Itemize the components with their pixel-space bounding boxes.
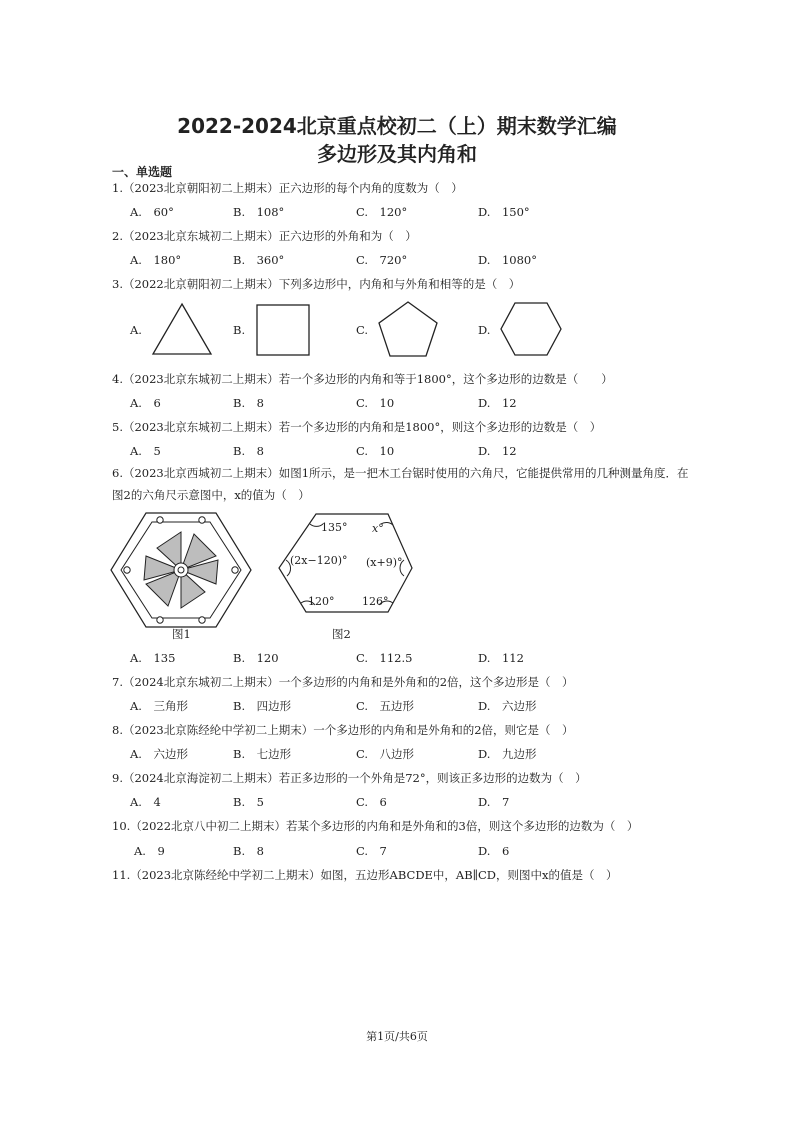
page-number-footer: 第1页/共6页 — [366, 1030, 428, 1043]
option-b: B. 120 — [233, 651, 279, 665]
question-8: 8.（2023北京陈经纶中学初二上期末）一个多边形的内角和是外角和的2倍，则它是（ ） — [112, 723, 574, 737]
question-8-options — [130, 746, 690, 762]
option-b: B. 四边形 — [233, 699, 292, 713]
question-1-options — [130, 204, 690, 220]
page-title: 2022-2024北京重点校初二（上）期末数学汇编 — [177, 114, 617, 138]
question-4: 4.（2023北京东城初二上期末）若一个多边形的内角和等于1800°，这个多边形的边数是（ ） — [112, 372, 613, 386]
angle-label: x° — [372, 522, 384, 535]
hexagon-angle-diagram — [276, 510, 416, 618]
question-5: 5.（2023北京东城初二上期末）若一个多边形的内角和是1800°，则这个多边形的边数是（ ） — [112, 420, 602, 434]
option-a: A. 9 — [134, 844, 165, 858]
option-b: B. 5 — [233, 795, 264, 809]
section-title: 一、单选题 — [112, 165, 173, 179]
option-b: B. 108° — [233, 205, 285, 219]
question-10-options — [130, 843, 690, 859]
option-a: A. 135 — [130, 651, 176, 665]
option-d: D. 7 — [478, 795, 510, 809]
option-c: C. 112.5 — [356, 651, 413, 665]
question-10: 10.（2022北京八中初二上期末）若某个多边形的内角和是外角和的3倍，则这个多边形的边数为（ ） — [112, 819, 639, 833]
figure-1-caption: 图1 — [172, 627, 191, 641]
option-b: B. 8 — [233, 444, 264, 458]
angle-label: 135° — [321, 521, 348, 534]
option-a: A. 60° — [130, 205, 174, 219]
page-subtitle: 多边形及其内角和 — [317, 142, 477, 166]
option-a: A. 三角形 — [130, 699, 188, 713]
option-b: B. 七边形 — [233, 747, 292, 761]
option-d: D. 六边形 — [478, 699, 537, 713]
question-1: 1.（2023北京朝阳初二上期末）正六边形的每个内角的度数为（ ） — [112, 181, 463, 195]
option-b: B. 8 — [233, 396, 264, 410]
option-d: D. 6 — [478, 844, 510, 858]
option-d: D. 150° — [478, 205, 530, 219]
option-d: D. 12 — [478, 396, 517, 410]
question-4-options — [130, 395, 690, 411]
option-d: D. 九边形 — [478, 747, 537, 761]
question-7-options — [130, 698, 690, 714]
option-c: C. 120° — [356, 205, 408, 219]
option-d: D. 112 — [478, 651, 524, 665]
question-2-options — [130, 252, 690, 268]
question-9-options — [130, 794, 690, 810]
question-6-options — [130, 650, 690, 666]
question-5-options — [130, 443, 690, 459]
question-6: 6.（2023北京西城初二上期末）如图1所示，是一把木工台锯时使用的六角尺，它能提供常用的几种测量角度．在图2的六角尺示意图中，x的值为（ ） — [112, 466, 689, 502]
triangle-figure — [150, 300, 216, 358]
option-b: B. — [233, 323, 246, 337]
question-2: 2.（2023北京东城初二上期末）正六边形的外角和为（ ） — [112, 229, 417, 243]
hexagon-ruler-figure — [108, 510, 254, 630]
option-a: A. — [130, 323, 142, 337]
option-a: A. 4 — [130, 795, 161, 809]
option-a: A. 六边形 — [130, 747, 188, 761]
option-c: C. 720° — [356, 253, 408, 267]
option-c: C. 五边形 — [356, 699, 415, 713]
angle-label: (x+9)° — [366, 556, 403, 569]
option-c: C. 八边形 — [356, 747, 415, 761]
angle-label: 120° — [308, 595, 335, 608]
option-b: B. 8 — [233, 844, 264, 858]
figure-2-caption: 图2 — [332, 627, 351, 641]
question-3: 3.（2022北京朝阳初二上期末）下列多边形中，内角和与外角和相等的是（ ） — [112, 277, 521, 291]
option-d: D. — [478, 323, 491, 337]
option-c: C. 10 — [356, 396, 395, 410]
hexagon-figure — [498, 300, 564, 358]
option-c: C. 6 — [356, 795, 387, 809]
question-9: 9.（2024北京海淀初二上期末）若正多边形的一个外角是72°，则该正多边形的边数为（ ） — [112, 771, 587, 785]
angle-label: (2x−120)° — [290, 554, 348, 567]
option-c: C. 7 — [356, 844, 387, 858]
option-b: B. 360° — [233, 253, 285, 267]
option-d: D. 1080° — [478, 253, 537, 267]
option-c: C. — [356, 323, 369, 337]
square-figure — [254, 302, 312, 358]
option-a: A. 5 — [130, 444, 161, 458]
question-11: 11.（2023北京陈经纶中学初二上期末）如图，五边形ABCDE中，AB∥CD，则图中x的值是（ ） — [112, 868, 618, 882]
option-d: D. 12 — [478, 444, 517, 458]
pentagon-figure — [376, 299, 440, 359]
question-7: 7.（2024北京东城初二上期末）一个多边形的内角和是外角和的2倍，这个多边形是（ ） — [112, 675, 574, 689]
option-a: A. 180° — [130, 253, 182, 267]
option-a: A. 6 — [130, 396, 161, 410]
angle-label: 126° — [362, 595, 389, 608]
option-c: C. 10 — [356, 444, 395, 458]
